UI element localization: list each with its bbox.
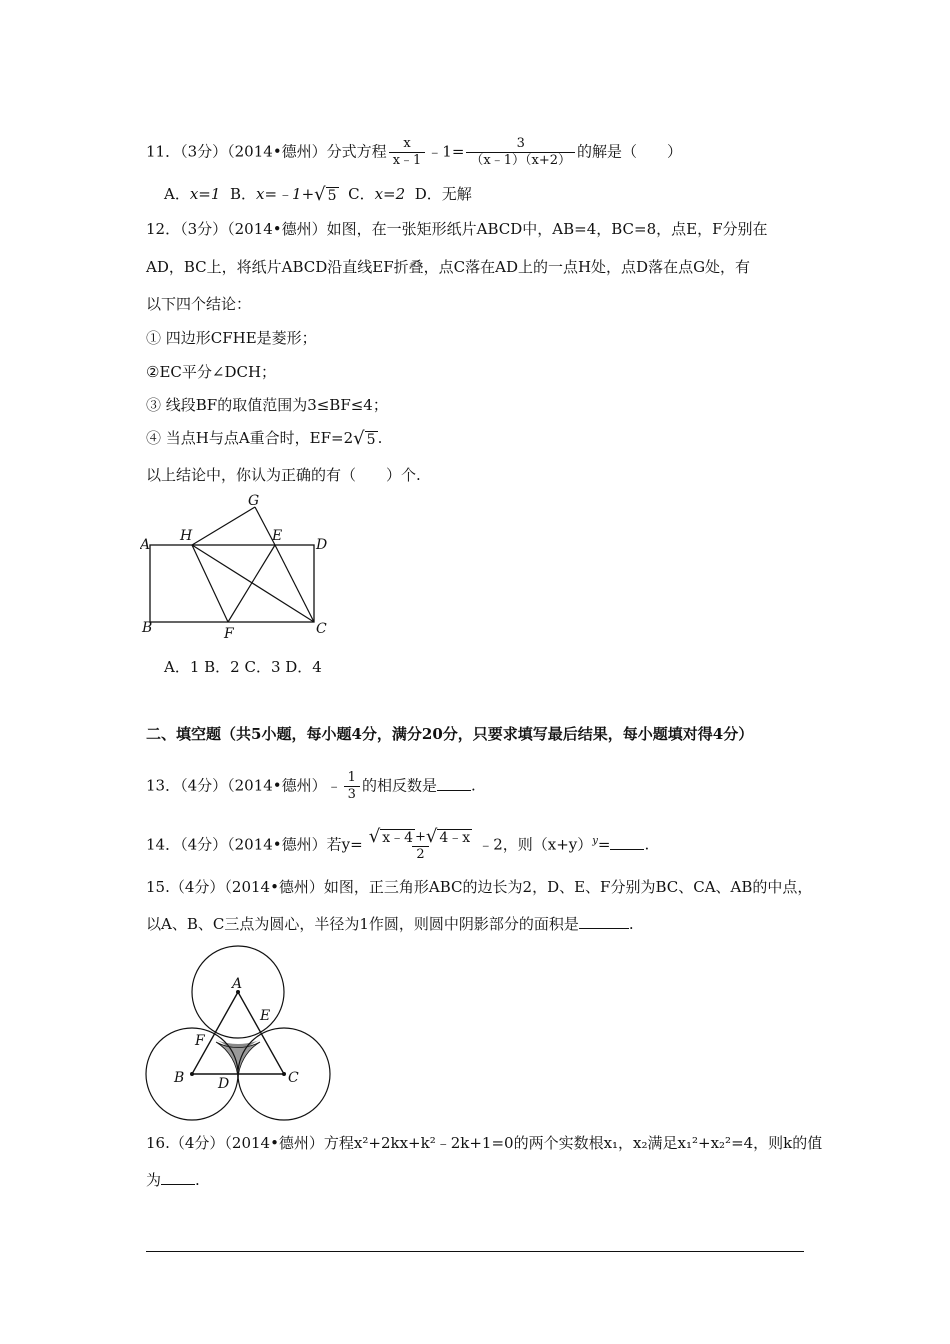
q16-answer-blank[interactable] (161, 1170, 195, 1185)
q12-sqrt: √ 5 (353, 428, 376, 449)
label-e: E (260, 1008, 271, 1024)
q11-sqrt: √ 5 (314, 184, 337, 205)
q11-mid: ﹣1= (427, 142, 465, 161)
q12-conclusion-2: ②EC平分∠DCH； (146, 363, 277, 381)
q15-figure-circles-triangle (140, 940, 340, 1125)
q11-text: 分式方程 (326, 142, 387, 161)
q11-stem (146, 136, 682, 169)
q14-answer-blank[interactable] (610, 835, 644, 850)
segment-hg (192, 507, 255, 545)
footer-divider (146, 1251, 804, 1252)
label-g: G (248, 493, 260, 509)
segment-ef (228, 545, 275, 622)
q12-figure-rectangle-fold (140, 490, 340, 642)
q11-fraction-1: $\frac{x}{x﹣1}$ (389, 136, 426, 169)
q15-line-1: 15.（4分）（2014•德州）如图，正三角形ABC的边长为2，D、E、F分别为BC、CA、AB的中点， (146, 878, 813, 896)
q12-line-2: AD，BC上，将纸片ABCD沿直线EF折叠，点C落在AD上的一点H处，点D落在点G处，有 (146, 258, 751, 276)
rectangle-abcd (150, 545, 314, 622)
label-f: F (195, 1033, 205, 1049)
label-d: D (218, 1076, 230, 1092)
label-c: C (288, 1070, 299, 1086)
q14-stem: 14．（4分）（2014•德州）若y= √ x﹣4 + √ 4﹣x 2 ﹣2，则$(x+y)^y=$ . (146, 826, 650, 862)
segment-ec (275, 545, 314, 622)
label-b: B (142, 620, 153, 636)
q11-number: 11． (146, 142, 181, 161)
point-c (282, 1072, 286, 1076)
q16-line-1: 16.（4分）（2014•德州）方程x²+2kx+k²﹣2k+1=0的两个实数根x₁，x₂满足x₁²+x₂²=4，则k的值 (146, 1134, 823, 1152)
label-f: F (224, 626, 234, 642)
q11-source: （2014•德州） (227, 142, 327, 161)
q13-answer-blank[interactable] (437, 776, 471, 791)
q12-line-1: 12．（3分）（2014•德州）如图，在一张矩形纸片ABCD中，AB=4，BC=8，点E，F分别在 (146, 220, 768, 238)
point-b (190, 1072, 194, 1076)
q13-fraction: $\frac{1}{3}$ (344, 770, 360, 803)
label-a: A (232, 976, 243, 992)
label-d: D (316, 537, 328, 553)
label-b: B (174, 1070, 185, 1086)
q12-question: 以上结论中，你认为正确的有（ ）个. (146, 466, 421, 484)
q12-line-3: 以下四个结论： (146, 295, 252, 313)
q12-options: A．1 B．2 C．3 D．4 (164, 658, 322, 676)
q15-line-2: 以A、B、C三点为圆心，半径为1作圆，则圆中阴影部分的面积是 . (146, 915, 634, 933)
q15-answer-blank[interactable] (579, 914, 629, 929)
label-a: A (140, 537, 151, 553)
label-c: C (316, 621, 327, 637)
label-h: H (180, 528, 193, 544)
label-e: E (272, 528, 283, 544)
q16-line-2: 为 . (146, 1171, 200, 1189)
q14-fraction: √ x﹣4 + √ 4﹣x 2 (368, 826, 471, 862)
q11-score: （3分） (180, 142, 228, 161)
q11-options: A．x=1 B．x=﹣1+ √ 5 C．x=2 D．无解 (164, 184, 472, 205)
q11-tail: 的解是（ ） (577, 142, 683, 161)
section-2-heading: 二、填空题（共5小题，每小题4分，满分20分，只要求填写最后结果，每小题填对得4分） (146, 725, 754, 743)
q13-stem: 13．（4分）（2014•德州）﹣ $\frac{1}{3}$ 的相反数是 . (146, 770, 476, 802)
q12-conclusion-3: ③ 线段BF的取值范围为3≤BF≤4； (146, 396, 388, 414)
q11-fraction-2: $\frac{3}{(x﹣1)(x+2)}$ (466, 136, 575, 169)
q12-conclusion-4: ④ 当点H与点A重合时，EF=2 √ 5 . (146, 428, 383, 449)
q12-conclusion-1: ① 四边形CFHE是菱形； (146, 329, 317, 347)
